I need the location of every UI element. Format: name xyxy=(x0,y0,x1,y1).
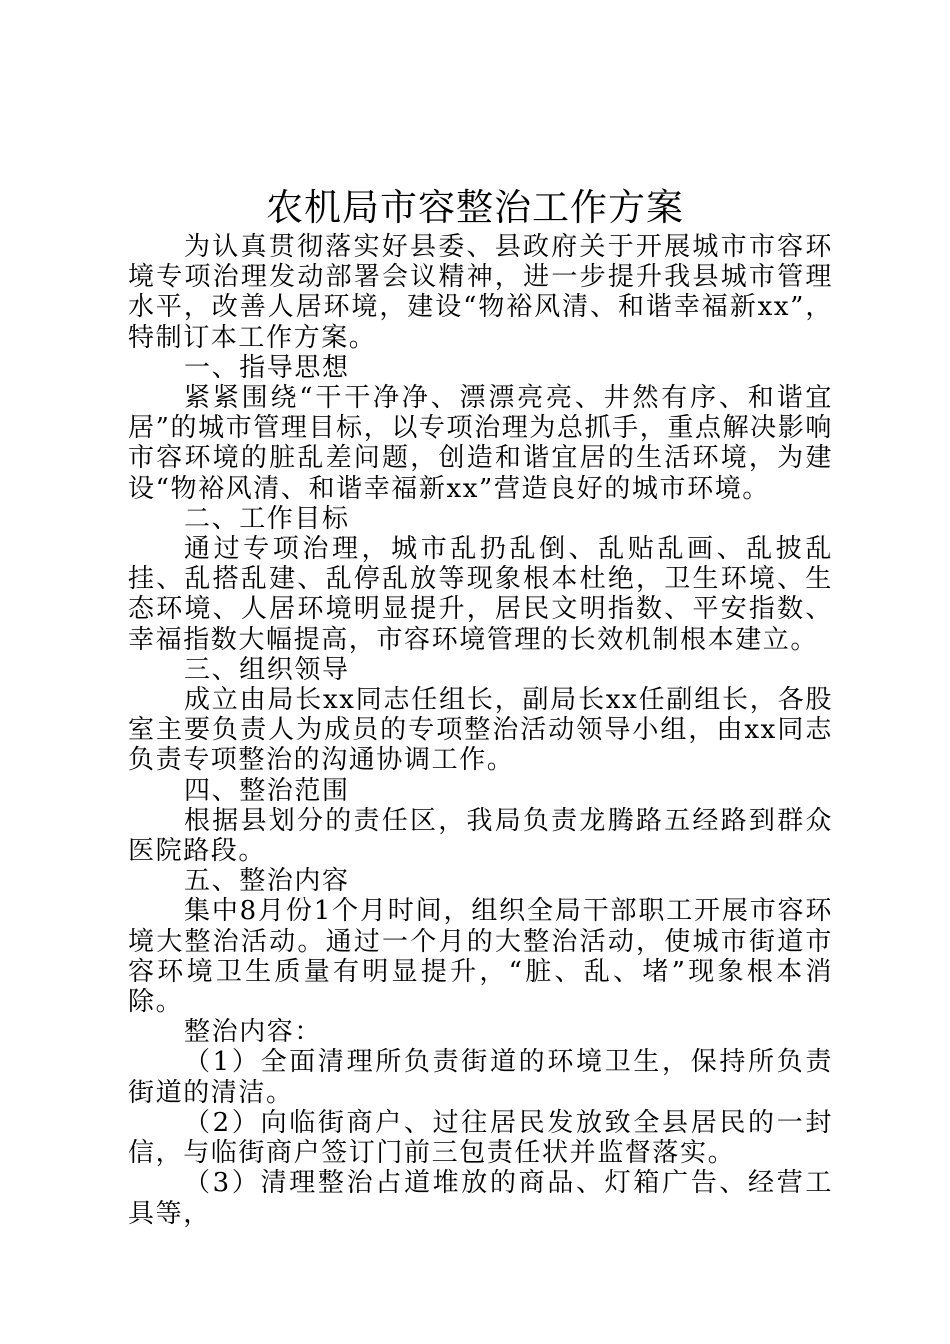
section-text-scope: 根据县划分的责任区，我局负责龙腾路五经路到群众医院路段。 xyxy=(128,805,833,867)
section-heading-scope: 四、整治范围 xyxy=(184,775,350,806)
section-text-work-goals: 通过专项治理，城市乱扔乱倒、乱贴乱画、乱披乱挂、乱搭乱建、乱停乱放等现象根本杜绝，卫生环境、生态环境、人居环境明显提升，居民文明指数、平安指数、幸福指数大幅提高，市容环境管理的长效机制根本建立。 xyxy=(128,534,833,655)
intro-paragraph: 为认真贯彻落实好县委、县政府关于开展城市市容环境专项治理发动部署会议精神，进一步提升我县城市管理水平，改善人居环境，建设“物裕风清、和谐幸福新xx”，特制订本工作方案。 xyxy=(128,232,833,353)
section-text-content: 集中8月份1个月时间，组织全局干部职工开展市容环境大整治活动。通过一个月的大整治活动，使城市街道市容环境卫生质量有明显提升，“脏、乱、堵”现象根本消除。 xyxy=(128,896,833,1018)
section-heading-content: 五、整治内容 xyxy=(184,866,350,897)
section-text-guiding-thought: 紧紧围绕“干干净净、漂漂亮亮、井然有序、和谐宜居”的城市管理目标，以专项治理为总抓手，重点解决影响市容环境的脏乱差问题，创造和谐宜居的生活环境，为建设“物裕风清、和谐幸福新xx”营造良好的城市环境。 xyxy=(128,383,833,504)
section-heading-organization: 三、组织领导 xyxy=(184,654,350,685)
content-list-label: 整治内容： xyxy=(184,1017,323,1048)
document-title: 农机局市容整治工作方案 xyxy=(266,186,684,229)
section-text-organization: 成立由局长xx同志任组长，副局长xx任副组长，各股室主要负责人为成员的专项整治活动领导小组，由xx同志负责专项整治的沟通协调工作。 xyxy=(128,685,833,776)
section-heading-work-goals: 二、工作目标 xyxy=(184,503,350,534)
section-heading-guiding-thought: 一、指导思想 xyxy=(184,352,350,383)
content-list-item: （3）清理整治占道堆放的商品、灯箱广告、经营工具等， xyxy=(128,1168,833,1229)
content-list-item: （2）向临街商户、过往居民发放致全县居民的一封信，与临街商户签订门前三包责任状并监督落实。 xyxy=(128,1107,833,1169)
content-list-item: （1）全面清理所负责街道的环境卫生，保持所负责街道的清洁。 xyxy=(128,1047,833,1108)
document-body xyxy=(128,232,833,1229)
